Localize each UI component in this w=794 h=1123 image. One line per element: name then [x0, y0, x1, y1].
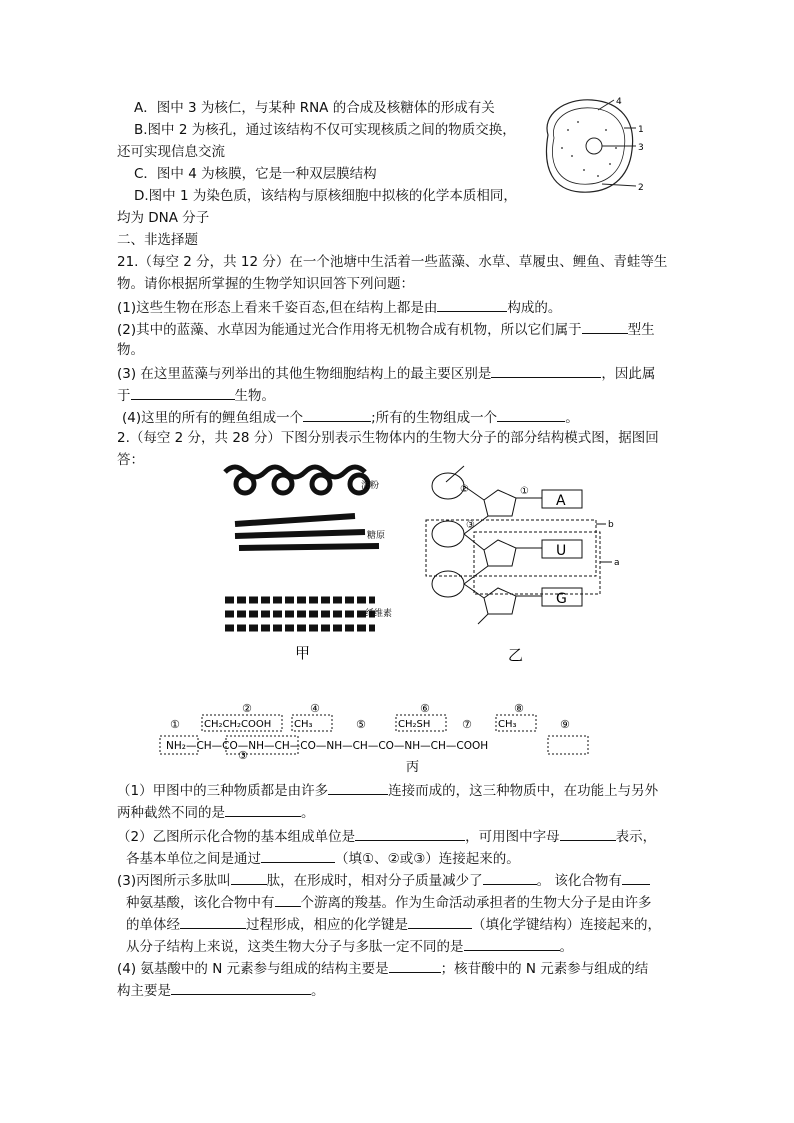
- answer-blank[interactable]: [437, 297, 507, 312]
- answer-blank[interactable]: [408, 914, 472, 929]
- bing-r2: CH₃: [294, 719, 313, 730]
- q21-head-2: 物。请你根据所掌握的生物学知识回答下列问题：: [117, 276, 414, 292]
- nucleus-label-2: 2: [638, 183, 644, 193]
- answer-blank[interactable]: [261, 848, 335, 863]
- option-d-line2: 均为 DNA 分子: [117, 210, 210, 226]
- q2-a3-line3: 的单体经 过程形成，相应的化学键是 （填化学键结构）连接起来的，: [126, 914, 661, 934]
- bing-num-5: ⑤: [356, 718, 366, 731]
- q2-a3: (3)丙图所示多肽叫 肽，在形成时，相对分子质量减少了 。 该化合物有: [117, 870, 650, 890]
- q2-a4: (4) 氨基酸中的 N 元素参与组成的结构主要是 ；核苷酸中的 N 元素参与组成的结: [117, 958, 648, 978]
- answer-blank[interactable]: [622, 870, 650, 885]
- q2-a3-line2: 种氨基酸，该化合物中有 个游离的羧基。作为生命活动承担者的生物大分子是由许多: [126, 892, 652, 912]
- q2-a4-line2: 构主要是 。: [117, 980, 325, 1000]
- answer-blank[interactable]: [355, 826, 465, 841]
- answer-blank[interactable]: [483, 870, 537, 885]
- answer-blank[interactable]: [464, 936, 560, 951]
- nucleus-label-3: 3: [638, 143, 644, 153]
- option-b-line1: B.图中 2 为核孔，通过该结构不仅可实现核质之间的物质交换，: [134, 122, 516, 138]
- answer-blank[interactable]: [582, 319, 628, 334]
- jia-caption: 甲: [295, 644, 311, 662]
- answer-blank[interactable]: [560, 826, 616, 841]
- nucleus-label-4: 4: [616, 97, 622, 107]
- yi-num-1: ①: [520, 486, 529, 497]
- bing-caption: 丙: [406, 760, 420, 775]
- q21-p1: (1)这些生物在形态上看来千姿百态,但在结构上都是由 构成的。: [117, 297, 561, 317]
- q21-head-1: 21.（每空 2 分，共 12 分）在一个池塘中生活着一些蓝藻、水草、草履虫、鲤鱼、青蛙等生: [117, 254, 668, 270]
- yi-caption: 乙: [508, 646, 524, 664]
- answer-blank[interactable]: [491, 363, 601, 378]
- answer-blank[interactable]: [303, 407, 371, 422]
- bing-num-4: ④: [310, 702, 320, 715]
- option-b-line2: 还可实现信息交流: [117, 144, 225, 160]
- bing-num-3: ③: [238, 749, 248, 762]
- answer-blank[interactable]: [171, 980, 311, 995]
- yi-num-3: ③: [466, 520, 475, 531]
- answer-blank[interactable]: [180, 914, 246, 929]
- q2-a1-line2: 两种截然不同的是 。: [117, 802, 315, 822]
- bing-r3: CH₂SH: [398, 719, 431, 730]
- option-d-line1: D.图中 1 为染色质，该结构与原核细胞中拟核的化学本质相同，: [134, 188, 517, 204]
- q2-head-1: 2.（每空 2 分，共 28 分）下图分别表示生物体内的生物大分子的部分结构模式图，据图回: [117, 430, 659, 446]
- answer-blank[interactable]: [275, 892, 301, 907]
- option-c: C．图中 4 为核膜，它是一种双层膜结构: [134, 166, 377, 182]
- jia-label-starch: 淀粉: [361, 481, 380, 491]
- bing-main-chain: NH₂—CH—CO—NH—CH—CO—NH—CH—CO—NH—CH—COOH: [166, 740, 489, 752]
- figure-jia: [215, 458, 395, 668]
- answer-blank[interactable]: [131, 385, 235, 400]
- base-u: U: [556, 543, 567, 559]
- bing-num-9: ⑨: [560, 718, 570, 731]
- q2-a2-line2: 各基本单位之间是通过 （填①、②或③）连接起来的。: [126, 848, 520, 868]
- option-a: A．图中 3 为核仁，与某种 RNA 的合成及核糖体的形成有关: [134, 100, 495, 116]
- base-a: A: [556, 493, 566, 509]
- answer-blank[interactable]: [231, 870, 267, 885]
- q2-a1: （1）甲图中的三种物质都是由许多 连接而成的，这三种物质中，在功能上与另外: [117, 780, 658, 800]
- figure-bing: [150, 695, 620, 775]
- jia-label-cellulose: 纤维素: [365, 609, 393, 619]
- q2-a2: （2）乙图所示化合物的基本组成单位是 ，可用图中字母 表示，: [117, 826, 656, 846]
- label-a: a: [614, 558, 620, 568]
- q21-p4: (4)这里的所有的鲤鱼组成一个 ;所有的生物组成一个 。: [122, 407, 579, 427]
- bing-num-6: ⑥: [420, 702, 430, 715]
- yi-num-2: ②: [460, 484, 469, 495]
- q21-p3-line2: 于 生物。: [117, 385, 275, 405]
- bing-num-7: ⑦: [462, 718, 472, 731]
- q21-p2: (2)其中的蓝藻、水草因为能通过光合作用将无机物合成有机物，所以它们属于 型生: [117, 319, 655, 339]
- q2-head-2: 答：: [117, 452, 144, 468]
- section-heading: 二、非选择题: [117, 232, 198, 248]
- figure-yi: [420, 462, 630, 668]
- q21-p3: (3) 在这里蓝藻与列举出的其他生物细胞结构上的最主要区别是 ，因此属: [117, 363, 655, 383]
- answer-blank[interactable]: [225, 802, 301, 817]
- jia-label-glycogen: 糖原: [367, 531, 386, 541]
- bing-num-8: ⑧: [514, 702, 524, 715]
- label-b: b: [608, 520, 614, 530]
- nucleus-label-1: 1: [638, 125, 644, 135]
- nucleus-diagram: [532, 90, 652, 202]
- q21-p2c: 物。: [117, 342, 144, 358]
- bing-r4: CH₃: [498, 719, 517, 730]
- bing-num-2: ②: [242, 702, 252, 715]
- base-g: G: [556, 591, 567, 607]
- answer-blank[interactable]: [497, 407, 565, 422]
- bing-r1: CH₂CH₂COOH: [204, 719, 272, 730]
- answer-blank[interactable]: [389, 958, 441, 973]
- q2-a3-line4: 从分子结构上来说，这类生物大分子与多肽一定不同的是 。: [126, 936, 573, 956]
- answer-blank[interactable]: [328, 780, 388, 795]
- bing-num-1: ①: [170, 718, 180, 731]
